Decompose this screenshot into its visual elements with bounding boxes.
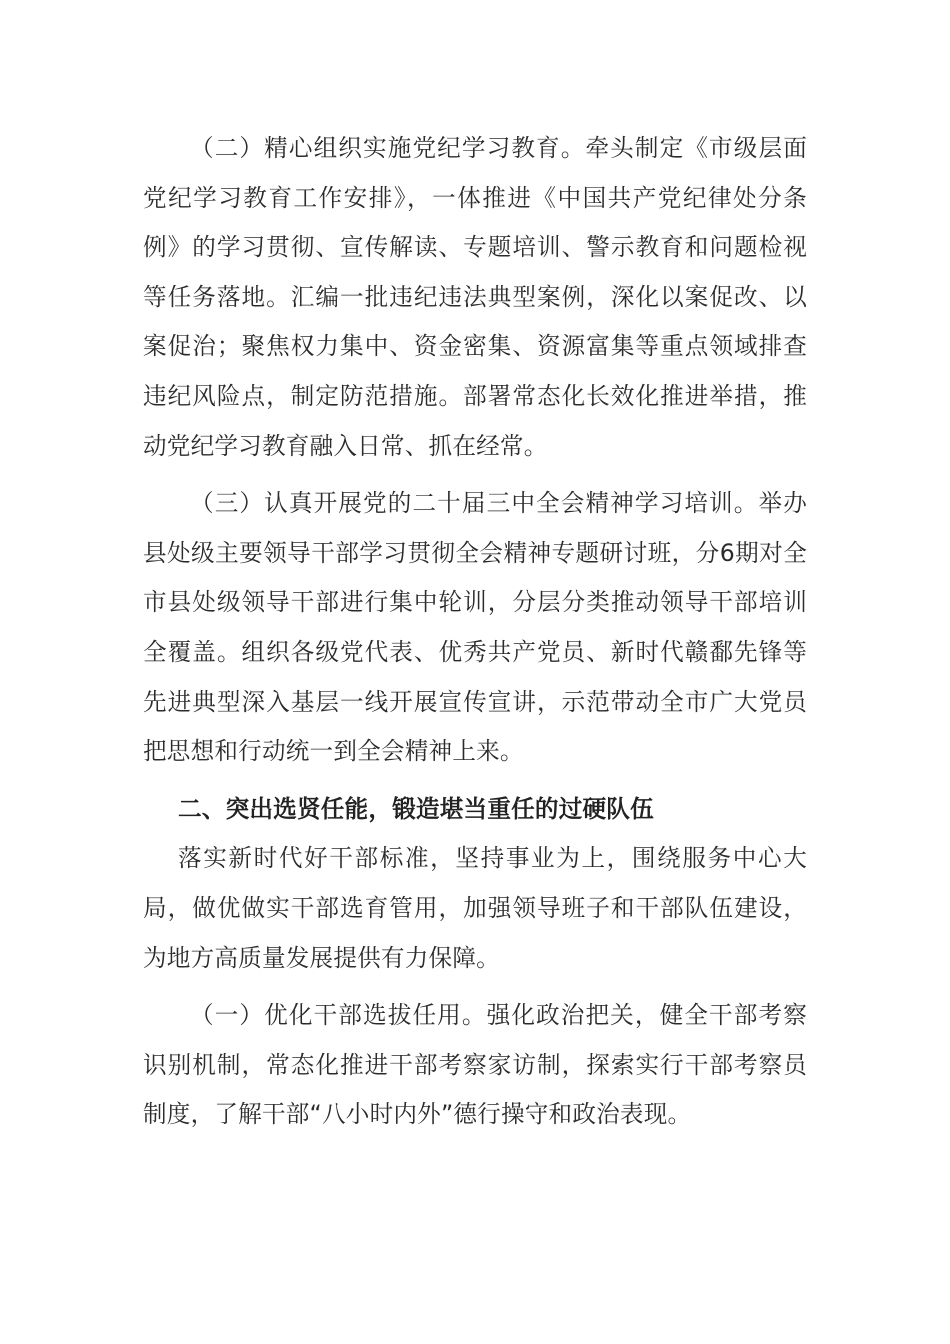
- document-body: [143, 124, 807, 1140]
- section-intro-paragraph: 落实新时代好干部标准，坚持事业为上，围绕服务中心大局，做优做实干部选育管用，加强领导班子和干部队伍建设，为地方高质量发展提供有力保障。: [143, 844, 807, 972]
- paragraph-plenary-session-training: （三）认真开展党的二十届三中全会精神学习培训。举办县处级主要领导干部学习贯彻全会精神专题研讨班，分6期对全市县处级领导干部进行集中轮训，分层分类推动领导干部培训全覆盖。组织各级党代表、优秀共产党员、新时代赣鄱先锋等先进典型深入基层一线开展宣传宣讲，示范带动全市广大党员把思想和行动统一到全会精神上来。: [143, 489, 807, 766]
- paragraph-party-discipline-education: （二）精心组织实施党纪学习教育。牵头制定《市级层面党纪学习教育工作安排》，一体推进《中国共产党纪律处分条例》的学习贯彻、宣传解读、专题培训、警示教育和问题检视等任务落地。汇编一批违纪违法典型案例，深化以案促改、以案促治；聚焦权力集中、资金密集、资源富集等重点领域排查违纪风险点，制定防范措施。部署常态化长效化推进举措，推动党纪学习教育融入日常、抓在经常。: [143, 134, 807, 460]
- paragraph-cadre-selection: （一）优化干部选拔任用。强化政治把关，健全干部考察识别机制，常态化推进干部考察家访制，探索实行干部考察员制度，了解干部“八小时内外”德行操守和政治表现。: [143, 1001, 807, 1129]
- section-heading: 二、突出选贤任能，锻造堪当重任的过硬队伍: [178, 794, 654, 823]
